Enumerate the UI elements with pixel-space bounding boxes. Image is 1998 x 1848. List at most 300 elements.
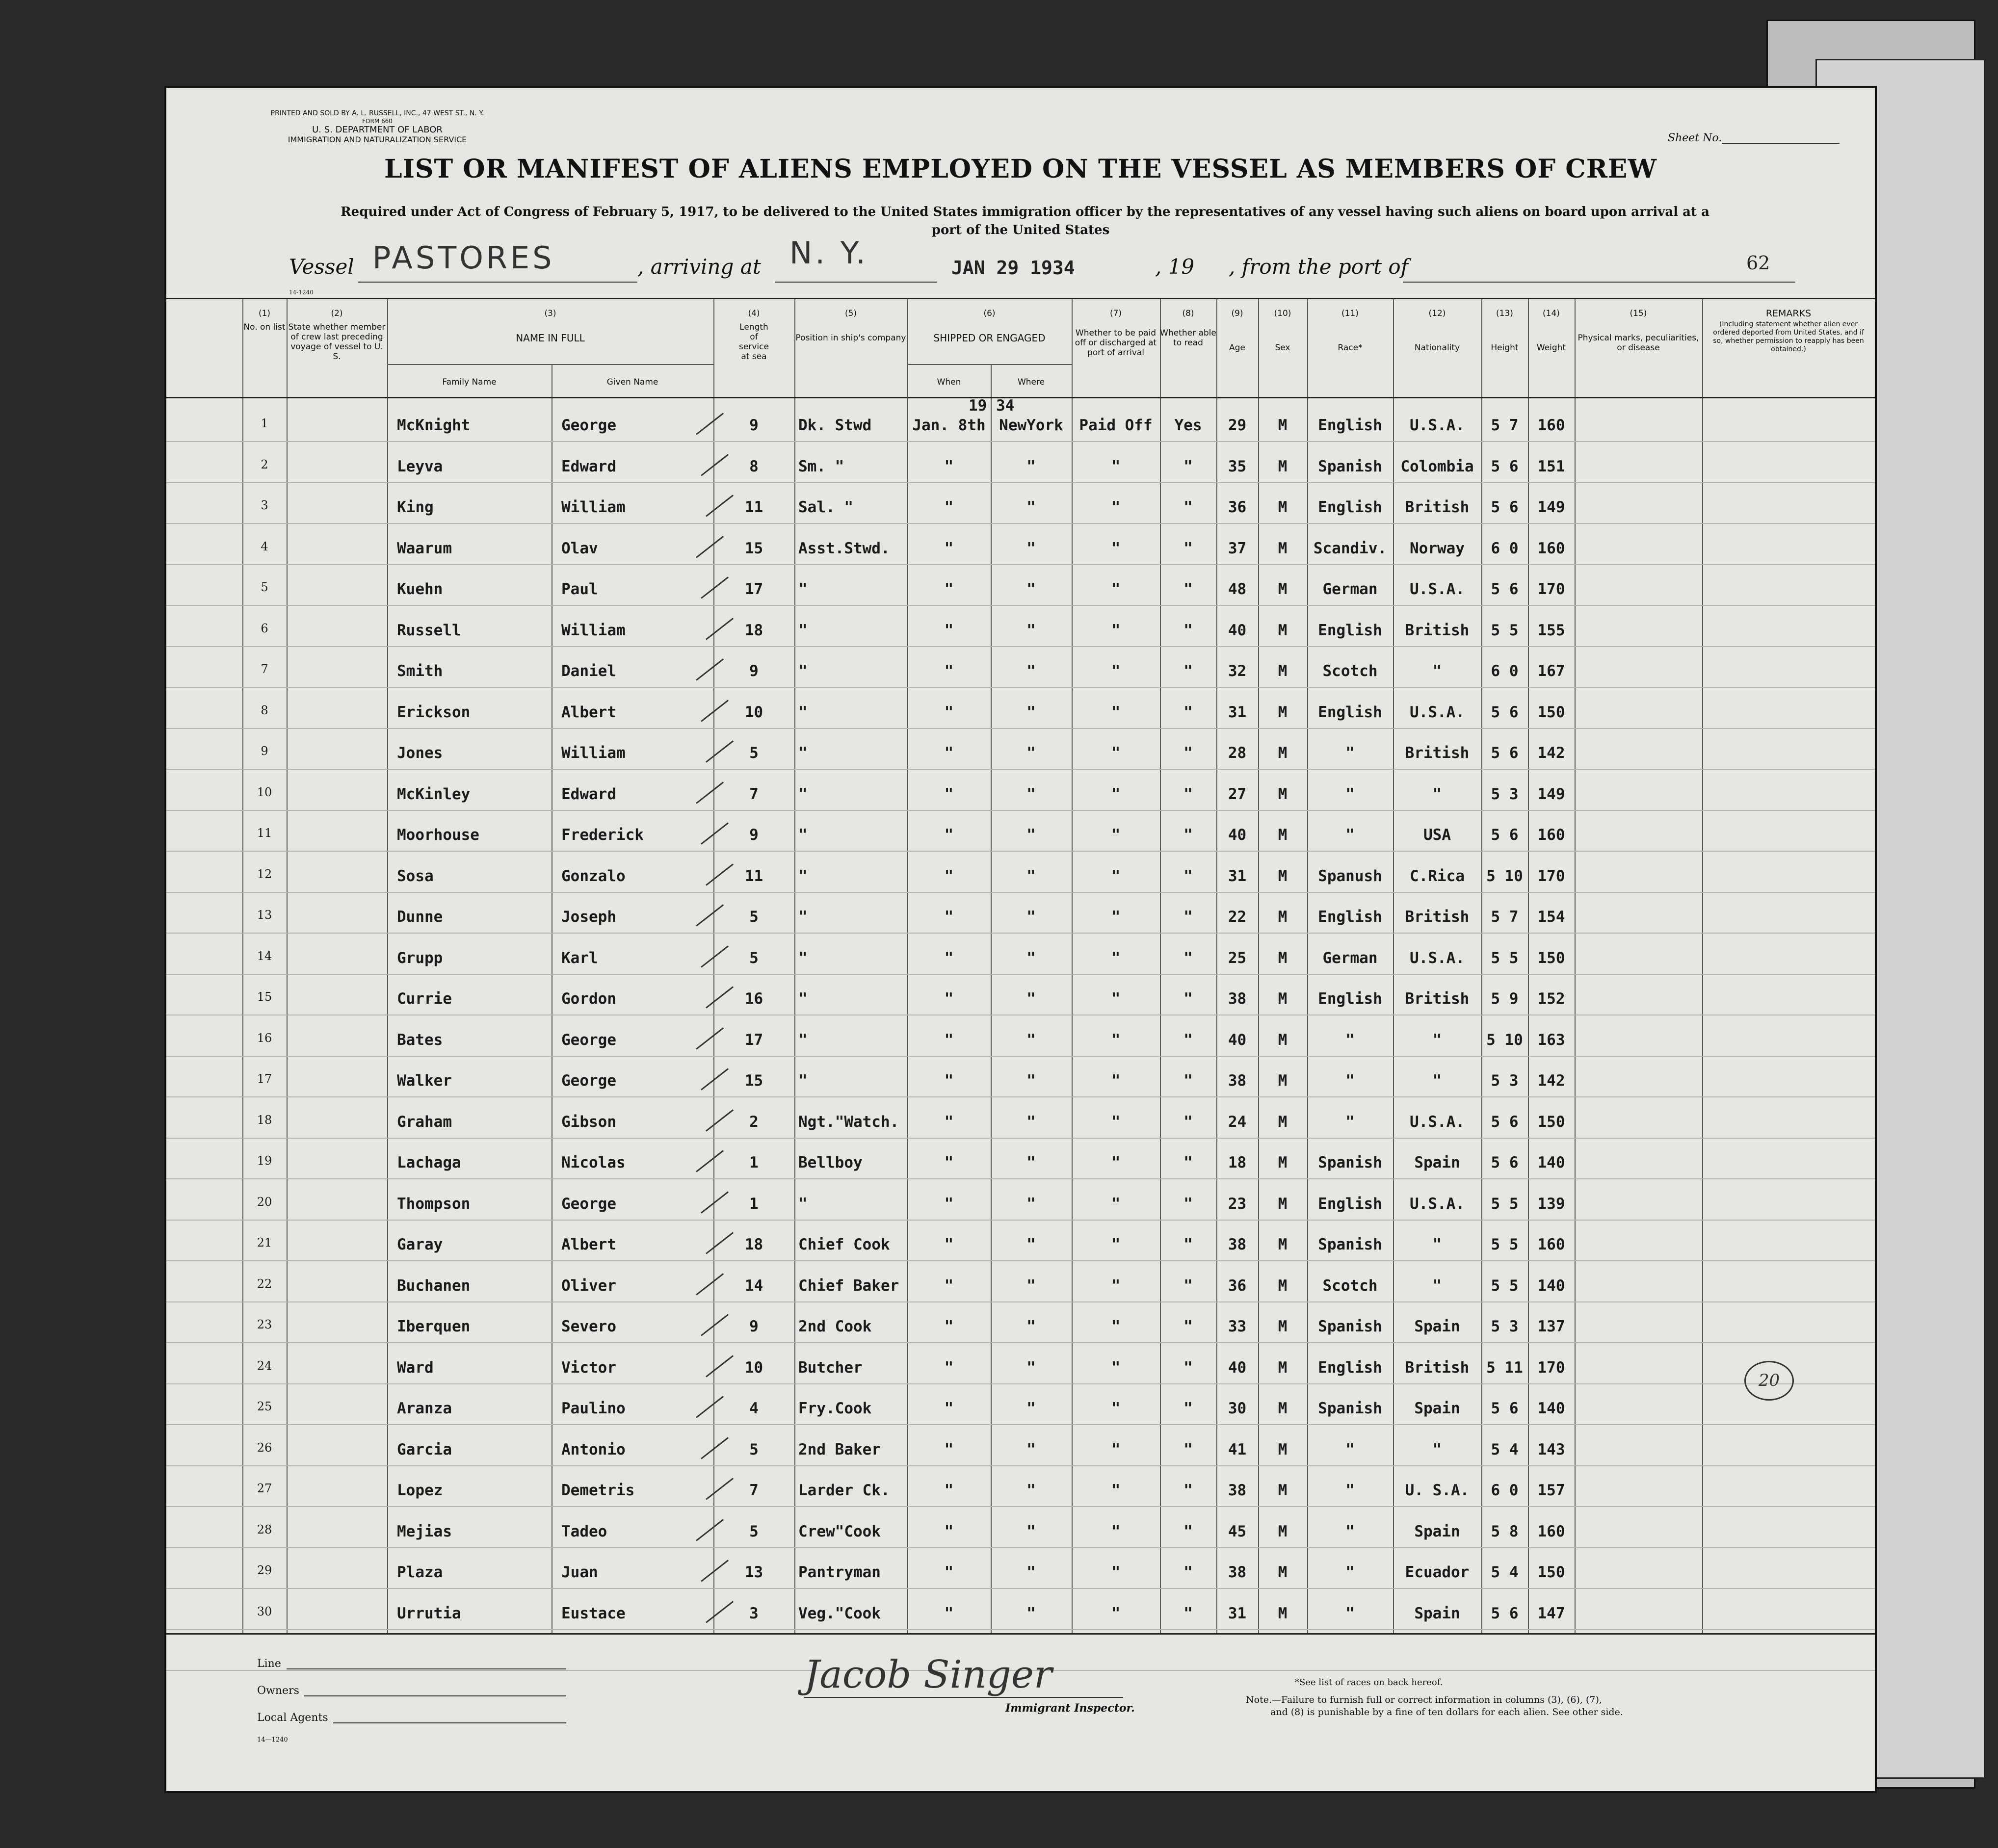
cell-nationality: U.S.A. bbox=[1410, 1195, 1465, 1213]
cell-when: " bbox=[944, 1482, 954, 1499]
cell-height: 5 3 bbox=[1491, 1318, 1519, 1335]
cell-where: " bbox=[1026, 744, 1036, 762]
cell-when: " bbox=[944, 1400, 954, 1417]
cell-where: " bbox=[1026, 703, 1036, 721]
cell-race: " bbox=[1345, 744, 1355, 762]
col-num-label: (5) bbox=[844, 309, 857, 318]
cell-race: English bbox=[1318, 416, 1382, 434]
cell-read: " bbox=[1183, 785, 1193, 803]
cell-where: " bbox=[1026, 1358, 1036, 1377]
col-where-header: Where bbox=[1017, 377, 1045, 387]
cell-race: English bbox=[1318, 908, 1382, 926]
cell-family: Mejias bbox=[397, 1522, 452, 1540]
cell-weight: 152 bbox=[1537, 990, 1565, 1008]
cell-family: Ward bbox=[397, 1358, 434, 1377]
row-rule bbox=[166, 933, 1875, 934]
cell-given: Joseph bbox=[561, 908, 616, 926]
cell-read: " bbox=[1183, 1236, 1193, 1253]
col-no-header: No. on list bbox=[243, 322, 286, 332]
cell-read: " bbox=[1183, 908, 1193, 926]
cell-service: 17 bbox=[744, 580, 763, 598]
cell-when: " bbox=[944, 1563, 954, 1581]
cell-service: 10 bbox=[744, 1358, 763, 1377]
cell-race: Scotch bbox=[1322, 662, 1378, 680]
cell-when: " bbox=[944, 1195, 954, 1213]
cell-height: 5 6 bbox=[1491, 826, 1519, 844]
cell-when: " bbox=[944, 990, 954, 1008]
cell-service: 18 bbox=[744, 621, 763, 639]
cell-nationality: " bbox=[1432, 1236, 1442, 1253]
cell-position: Ngt."Watch. bbox=[798, 1113, 899, 1131]
cell-age: 35 bbox=[1228, 457, 1247, 475]
cell-weight: 157 bbox=[1537, 1482, 1565, 1499]
cell-family: Smith bbox=[397, 662, 443, 680]
form-code-bottom: 14—1240 bbox=[257, 1736, 288, 1744]
row-rule bbox=[166, 851, 1875, 852]
cell-weight: 170 bbox=[1537, 867, 1565, 885]
cell-sex: M bbox=[1278, 1604, 1288, 1622]
cell-when: " bbox=[944, 908, 954, 926]
cell-sex: M bbox=[1278, 826, 1288, 844]
cell-sex: M bbox=[1278, 703, 1288, 721]
cell-height: 5 7 bbox=[1491, 416, 1519, 434]
col-remarks-note: (Including statement whether alien ever ordered deported from United States, and if so, whether permission to reapply has been obtained.) bbox=[1713, 320, 1864, 353]
cell-position: Chief Cook bbox=[798, 1236, 890, 1253]
cell-age: 31 bbox=[1228, 703, 1247, 721]
cell-age: 22 bbox=[1228, 908, 1247, 926]
cell-num: 7 bbox=[261, 662, 268, 676]
col-num-label: (10) bbox=[1274, 309, 1291, 318]
cell-paid: " bbox=[1111, 621, 1121, 639]
cell-race: " bbox=[1345, 1031, 1355, 1049]
cell-height: 6 0 bbox=[1491, 662, 1519, 680]
cell-nationality: USA bbox=[1423, 826, 1451, 844]
col-sex-header: Sex bbox=[1275, 343, 1290, 353]
cell-race: " bbox=[1345, 1563, 1355, 1581]
cell-race: " bbox=[1345, 1522, 1355, 1540]
cell-read: " bbox=[1183, 539, 1193, 557]
cell-when: " bbox=[944, 949, 954, 967]
cell-nationality: U. S.A. bbox=[1405, 1482, 1470, 1499]
cell-where: " bbox=[1026, 1154, 1036, 1171]
cell-height: 5 10 bbox=[1486, 867, 1523, 885]
cell-where: " bbox=[1026, 1236, 1036, 1253]
cell-family: Currie bbox=[397, 990, 452, 1008]
row-rule bbox=[166, 1138, 1875, 1139]
col-crew-header: State whether member of crew last preceding voyage of vessel to U. S. bbox=[288, 322, 386, 362]
table-bottom-rule bbox=[166, 1633, 1875, 1635]
row-rule bbox=[166, 769, 1875, 770]
cell-family: Grupp bbox=[397, 949, 443, 967]
cell-paid: " bbox=[1111, 1031, 1121, 1049]
cell-race: English bbox=[1318, 498, 1382, 516]
cell-family: Aranza bbox=[397, 1400, 452, 1417]
cell-race: Spanish bbox=[1318, 1154, 1382, 1171]
cell-where: " bbox=[1026, 1563, 1036, 1581]
cell-read: " bbox=[1183, 1604, 1193, 1622]
cell-paid: " bbox=[1111, 785, 1121, 803]
cell-race: Scotch bbox=[1322, 1276, 1378, 1295]
cell-age: 23 bbox=[1228, 1195, 1247, 1213]
line-field[interactable] bbox=[287, 1668, 566, 1669]
cell-service: 5 bbox=[749, 949, 759, 967]
cell-weight: 163 bbox=[1537, 1031, 1565, 1049]
cell-family: McKnight bbox=[397, 416, 471, 434]
col-height-header: Height bbox=[1491, 343, 1519, 353]
cell-weight: 140 bbox=[1537, 1400, 1565, 1417]
cell-num: 29 bbox=[257, 1563, 272, 1577]
cell-position: " bbox=[798, 1195, 808, 1213]
cell-weight: 140 bbox=[1537, 1154, 1565, 1171]
cell-weight: 150 bbox=[1537, 949, 1565, 967]
cell-where: " bbox=[1026, 867, 1036, 885]
cell-age: 31 bbox=[1228, 1604, 1247, 1622]
col-name-header: NAME IN FULL bbox=[516, 332, 585, 344]
cell-where: " bbox=[1026, 785, 1036, 803]
col-when-header: When bbox=[937, 377, 961, 387]
cell-paid: " bbox=[1111, 1604, 1121, 1622]
cell-race: German bbox=[1322, 949, 1378, 967]
cell-race: German bbox=[1322, 580, 1378, 598]
cell-read: " bbox=[1183, 703, 1193, 721]
cell-when: " bbox=[944, 1358, 954, 1377]
cell-nationality: Spain bbox=[1414, 1522, 1460, 1540]
cell-where: " bbox=[1026, 580, 1036, 598]
cell-weight: 160 bbox=[1537, 826, 1565, 844]
cell-when: " bbox=[944, 1604, 954, 1622]
cell-position: 2nd Cook bbox=[798, 1318, 872, 1335]
col-service-header: Length of service at sea bbox=[739, 322, 769, 362]
cell-where: " bbox=[1026, 1604, 1036, 1622]
cell-weight: 160 bbox=[1537, 1236, 1565, 1253]
date-stamp: JAN 29 1934 bbox=[951, 257, 1075, 279]
arriving-port[interactable]: N. Y. bbox=[789, 235, 868, 271]
cell-family: Urrutia bbox=[397, 1604, 461, 1622]
cell-read: " bbox=[1183, 1440, 1193, 1458]
col-num-label: (1) bbox=[258, 309, 271, 318]
cell-family: Waarum bbox=[397, 539, 452, 557]
cell-num: 10 bbox=[257, 785, 272, 799]
cell-paid: " bbox=[1111, 498, 1121, 516]
cell-read: " bbox=[1183, 1154, 1193, 1171]
cell-where: " bbox=[1026, 826, 1036, 844]
cell-sex: M bbox=[1278, 1113, 1288, 1131]
line-label: Line bbox=[257, 1658, 281, 1670]
vessel-name[interactable]: PASTORES bbox=[372, 240, 555, 276]
cell-nationality: Spain bbox=[1414, 1604, 1460, 1622]
cell-height: 5 5 bbox=[1491, 621, 1519, 639]
cell-num: 27 bbox=[257, 1482, 272, 1495]
cell-nationality: " bbox=[1432, 1072, 1442, 1090]
cell-service: 5 bbox=[749, 1440, 759, 1458]
cell-weight: 150 bbox=[1537, 1563, 1565, 1581]
cell-read: " bbox=[1183, 1400, 1193, 1417]
cell-nationality: Spain bbox=[1414, 1400, 1460, 1417]
cell-position: " bbox=[798, 949, 808, 967]
cell-race: " bbox=[1345, 1604, 1355, 1622]
cell-paid: Paid Off bbox=[1079, 416, 1153, 434]
page-number: 62 bbox=[1746, 252, 1770, 274]
shipped-year-note: 19 34 bbox=[969, 397, 1015, 415]
cell-paid: " bbox=[1111, 1113, 1121, 1131]
row-rule bbox=[166, 441, 1875, 442]
cell-given: Edward bbox=[561, 457, 616, 475]
cell-when: " bbox=[944, 1318, 954, 1335]
cell-service: 2 bbox=[749, 1113, 759, 1131]
table-top-rule bbox=[166, 298, 1875, 299]
cell-height: 5 10 bbox=[1486, 1031, 1523, 1049]
cell-read: " bbox=[1183, 1358, 1193, 1377]
cell-age: 24 bbox=[1228, 1113, 1247, 1131]
cell-family: Buchanen bbox=[397, 1276, 471, 1295]
year-label: , 19 bbox=[1155, 255, 1195, 279]
cell-nationality: U.S.A. bbox=[1410, 1113, 1465, 1131]
cell-weight: 137 bbox=[1537, 1318, 1565, 1335]
row-rule bbox=[166, 1424, 1875, 1425]
cell-height: 5 4 bbox=[1491, 1440, 1519, 1458]
cell-weight: 147 bbox=[1537, 1604, 1565, 1622]
cell-height: 5 5 bbox=[1491, 1236, 1519, 1253]
cell-nationality: " bbox=[1432, 662, 1442, 680]
cell-given: Eustace bbox=[561, 1604, 626, 1622]
col-num-label: (3) bbox=[544, 309, 556, 318]
cell-race: Spanush bbox=[1318, 867, 1382, 885]
cell-paid: " bbox=[1111, 1482, 1121, 1499]
col-given-header: Given Name bbox=[606, 377, 658, 387]
cell-paid: " bbox=[1111, 1318, 1121, 1335]
cell-num: 13 bbox=[257, 908, 272, 922]
cell-where: " bbox=[1026, 1440, 1036, 1458]
cell-nationality: C.Rica bbox=[1410, 867, 1465, 885]
cell-given: Albert bbox=[561, 703, 616, 721]
cell-age: 29 bbox=[1228, 416, 1247, 434]
cell-when: " bbox=[944, 744, 954, 762]
cell-height: 5 9 bbox=[1491, 990, 1519, 1008]
cell-sex: M bbox=[1278, 539, 1288, 557]
row-rule bbox=[166, 1096, 1875, 1097]
cell-age: 25 bbox=[1228, 949, 1247, 967]
cell-position: Veg."Cook bbox=[798, 1604, 881, 1622]
cell-weight: 150 bbox=[1537, 703, 1565, 721]
col-num-label: (11) bbox=[1341, 309, 1359, 318]
cell-age: 31 bbox=[1228, 867, 1247, 885]
cell-num: 25 bbox=[257, 1400, 272, 1413]
agents-label: Local Agents bbox=[257, 1712, 328, 1724]
cell-height: 5 4 bbox=[1491, 1563, 1519, 1581]
cell-race: English bbox=[1318, 1358, 1382, 1377]
cell-paid: " bbox=[1111, 1522, 1121, 1540]
cell-num: 28 bbox=[257, 1522, 272, 1536]
cell-read: " bbox=[1183, 867, 1193, 885]
cell-family: Erickson bbox=[397, 703, 471, 721]
cell-read: " bbox=[1183, 1563, 1193, 1581]
row-rule bbox=[166, 1383, 1875, 1384]
cell-given: Nicolas bbox=[561, 1154, 626, 1171]
cell-weight: 160 bbox=[1537, 539, 1565, 557]
cell-service: 7 bbox=[749, 1482, 759, 1499]
cell-num: 17 bbox=[257, 1072, 272, 1086]
cell-family: Leyva bbox=[397, 457, 443, 475]
cell-height: 5 6 bbox=[1491, 580, 1519, 598]
cell-service: 15 bbox=[744, 539, 763, 557]
cell-position: Fry.Cook bbox=[798, 1400, 872, 1417]
cell-service: 10 bbox=[744, 703, 763, 721]
cell-num: 21 bbox=[257, 1236, 272, 1249]
cell-sex: M bbox=[1278, 416, 1288, 434]
cell-service: 18 bbox=[744, 1236, 763, 1253]
cell-position: 2nd Baker bbox=[798, 1440, 881, 1458]
cell-given: George bbox=[561, 1031, 616, 1049]
col-num-label: (9) bbox=[1231, 309, 1243, 318]
cell-position: " bbox=[798, 703, 808, 721]
cell-service: 11 bbox=[744, 498, 763, 516]
cell-race: Spanish bbox=[1318, 1318, 1382, 1335]
cell-age: 41 bbox=[1228, 1440, 1247, 1458]
vessel-label: Vessel bbox=[289, 255, 354, 279]
fine-note-1: Note.—Failure to furnish full or correct information in columns (3), (6), (7), bbox=[1246, 1694, 1602, 1705]
cell-paid: " bbox=[1111, 1563, 1121, 1581]
form-code: 14-1240 bbox=[289, 289, 314, 296]
cell-paid: " bbox=[1111, 662, 1121, 680]
cell-service: 7 bbox=[749, 785, 759, 803]
row-rule bbox=[166, 1547, 1875, 1548]
cell-nationality: British bbox=[1405, 621, 1470, 639]
cell-read: " bbox=[1183, 1031, 1193, 1049]
cell-age: 37 bbox=[1228, 539, 1247, 557]
cell-nationality: " bbox=[1432, 1276, 1442, 1295]
cell-service: 5 bbox=[749, 908, 759, 926]
row-rule bbox=[166, 1056, 1875, 1057]
cell-read: " bbox=[1183, 621, 1193, 639]
cell-sex: M bbox=[1278, 1358, 1288, 1377]
cell-sex: M bbox=[1278, 990, 1288, 1008]
col-remarks-header: REMARKS bbox=[1765, 308, 1812, 319]
cell-given: William bbox=[561, 744, 626, 762]
cell-paid: " bbox=[1111, 1195, 1121, 1213]
cell-nationality: U.S.A. bbox=[1410, 949, 1465, 967]
cell-paid: " bbox=[1111, 1072, 1121, 1090]
col-num-label: (12) bbox=[1428, 309, 1446, 318]
cell-read: " bbox=[1183, 1318, 1193, 1335]
cell-given: Albert bbox=[561, 1236, 616, 1253]
cell-paid: " bbox=[1111, 826, 1121, 844]
row-rule bbox=[166, 1342, 1875, 1343]
row-rule bbox=[166, 646, 1875, 647]
agents-field[interactable] bbox=[333, 1722, 566, 1723]
cell-weight: 142 bbox=[1537, 744, 1565, 762]
cell-sex: M bbox=[1278, 867, 1288, 885]
cell-where: " bbox=[1026, 539, 1036, 557]
row-rule bbox=[166, 974, 1875, 975]
row-rule bbox=[166, 892, 1875, 893]
cell-paid: " bbox=[1111, 1440, 1121, 1458]
margin-circled-mark: 20 bbox=[1744, 1361, 1794, 1401]
cell-height: 5 6 bbox=[1491, 1113, 1519, 1131]
cell-where: " bbox=[1026, 1113, 1036, 1131]
cell-race: Spanish bbox=[1318, 1236, 1382, 1253]
cell-position: Sal. " bbox=[798, 498, 853, 516]
cell-num: 8 bbox=[261, 703, 268, 717]
cell-when: " bbox=[944, 1031, 954, 1049]
cell-when: " bbox=[944, 662, 954, 680]
cell-age: 28 bbox=[1228, 744, 1247, 762]
cell-family: Bates bbox=[397, 1031, 443, 1049]
cell-when: " bbox=[944, 498, 954, 516]
cell-given: Victor bbox=[561, 1358, 616, 1377]
cell-nationality: " bbox=[1432, 1440, 1442, 1458]
col-read-header: Whether able to read bbox=[1160, 328, 1216, 348]
cell-read: " bbox=[1183, 949, 1193, 967]
cell-paid: " bbox=[1111, 1358, 1121, 1377]
cell-service: 1 bbox=[749, 1154, 759, 1171]
cell-nationality: British bbox=[1405, 744, 1470, 762]
owners-field[interactable] bbox=[304, 1695, 566, 1696]
cell-sex: M bbox=[1278, 1563, 1288, 1581]
col-position-header: Position in ship's company bbox=[795, 333, 906, 343]
cell-family: Moorhouse bbox=[397, 826, 479, 844]
cell-service: 4 bbox=[749, 1400, 759, 1417]
cell-read: " bbox=[1183, 1113, 1193, 1131]
cell-weight: 139 bbox=[1537, 1195, 1565, 1213]
cell-paid: " bbox=[1111, 908, 1121, 926]
cell-sex: M bbox=[1278, 949, 1288, 967]
col-num-label: (7) bbox=[1109, 309, 1122, 318]
cell-weight: 143 bbox=[1537, 1440, 1565, 1458]
cell-position: Asst.Stwd. bbox=[798, 539, 890, 557]
cell-family: Sosa bbox=[397, 867, 434, 885]
cell-given: Tadeo bbox=[561, 1522, 607, 1540]
sheet-number-field[interactable] bbox=[1722, 143, 1840, 144]
cell-sex: M bbox=[1278, 1276, 1288, 1295]
cell-weight: 149 bbox=[1537, 498, 1565, 516]
cell-family: Graham bbox=[397, 1113, 452, 1131]
cell-height: 5 6 bbox=[1491, 1154, 1519, 1171]
cell-age: 40 bbox=[1228, 1358, 1247, 1377]
owners-label: Owners bbox=[257, 1685, 299, 1697]
cell-family: Kuehn bbox=[397, 580, 443, 598]
sheet-label: Sheet No. bbox=[1668, 132, 1722, 144]
cell-nationality: British bbox=[1405, 1358, 1470, 1377]
cell-family: Garcia bbox=[397, 1440, 452, 1458]
from-port-field[interactable] bbox=[1403, 282, 1795, 283]
cell-age: 38 bbox=[1228, 990, 1247, 1008]
cell-when: " bbox=[944, 1072, 954, 1090]
inspector-signature: Jacob Singer bbox=[804, 1653, 1052, 1697]
cell-where: " bbox=[1026, 1195, 1036, 1213]
manifest-page bbox=[164, 86, 1877, 1793]
cell-position: Butcher bbox=[798, 1358, 863, 1377]
cell-service: 15 bbox=[744, 1072, 763, 1090]
cell-where: " bbox=[1026, 1276, 1036, 1295]
cell-height: 5 8 bbox=[1491, 1522, 1519, 1540]
row-rule bbox=[166, 605, 1875, 606]
cell-position: " bbox=[798, 744, 808, 762]
cell-race: English bbox=[1318, 621, 1382, 639]
cell-height: 5 5 bbox=[1491, 1276, 1519, 1295]
row-rule bbox=[166, 810, 1875, 811]
cell-paid: " bbox=[1111, 990, 1121, 1008]
cell-age: 48 bbox=[1228, 580, 1247, 598]
cell-age: 40 bbox=[1228, 826, 1247, 844]
cell-num: 24 bbox=[257, 1358, 272, 1373]
row-rule bbox=[166, 1301, 1875, 1302]
arriving-label: , arriving at bbox=[637, 255, 761, 279]
cell-when: " bbox=[944, 826, 954, 844]
cell-where: " bbox=[1026, 1318, 1036, 1335]
cell-sex: M bbox=[1278, 908, 1288, 926]
cell-num: 18 bbox=[257, 1113, 272, 1127]
cell-weight: 150 bbox=[1537, 1113, 1565, 1131]
